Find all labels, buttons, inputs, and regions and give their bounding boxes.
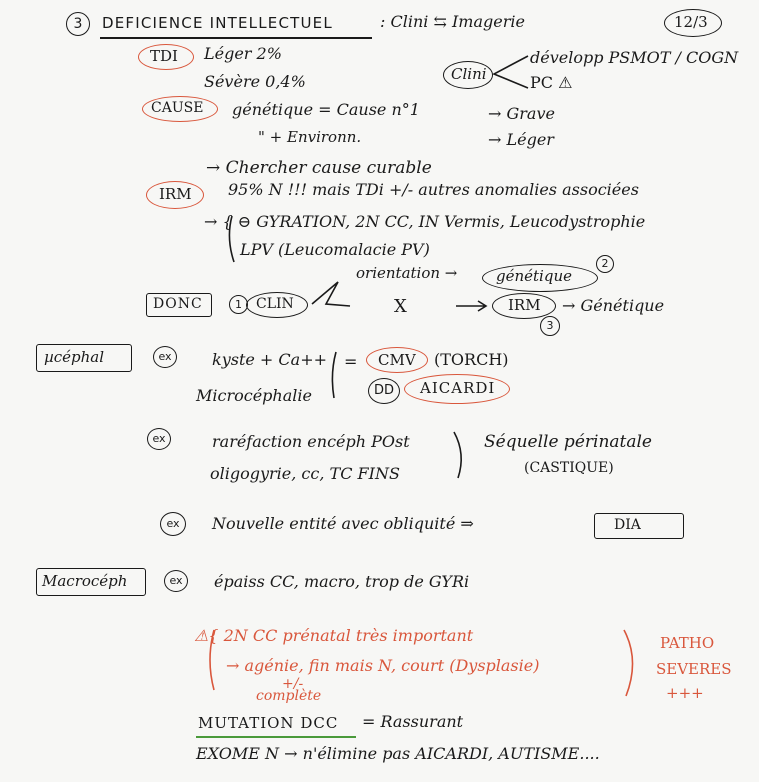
warning-plus: +++ — [666, 684, 704, 702]
tdi-severe: Sévère 0,4% — [204, 72, 306, 91]
microceph-nouvelle: Nouvelle entité avec obliquité ⇒ — [212, 514, 474, 533]
microceph-dd: DD — [368, 378, 400, 404]
irm-line3: LPV (Leucomalacie PV) — [240, 240, 430, 259]
date-label: 12/3 — [674, 13, 708, 31]
irm-label: IRM — [159, 185, 192, 203]
title-subtitle: : Clini ⇆ Imagerie — [380, 12, 525, 31]
warning-line1: ⚠{ 2N CC prénatal très important — [194, 626, 474, 645]
clini-label: Clini — [451, 65, 487, 83]
cause-chercher: → Chercher cause curable — [206, 158, 432, 178]
tdi-label: TDI — [150, 47, 178, 65]
warning-complete: complète — [256, 688, 322, 704]
cause-genetique: génétique = Cause n°1 — [232, 100, 420, 119]
microceph-castique: (CASTIQUE) — [524, 460, 614, 476]
warning-plusminus: +/- — [282, 676, 304, 692]
donc-label: DONC — [153, 296, 203, 312]
macroceph-label: Macrocéph — [42, 572, 128, 590]
page-title: DEFICIENCE INTELLECTUEL — [102, 14, 333, 32]
microceph-ex1: ex — [153, 346, 177, 368]
microceph-ex3: ex — [160, 512, 186, 536]
warning-line2: → agénie, fin mais N, court (Dysplasie) — [226, 656, 540, 675]
footer-rassurant: = Rassurant — [362, 712, 464, 731]
macroceph-epaiss: épaiss CC, macro, trop de GYRi — [214, 572, 470, 591]
microceph-ex2: ex — [147, 428, 171, 450]
donc-irm: IRM — [508, 296, 541, 314]
donc-genetique-top: génétique — [496, 267, 572, 285]
microceph-aicardi: AICARDI — [420, 379, 496, 397]
tdi-leger: Léger 2% — [204, 44, 282, 63]
warning-patho: PATHO — [660, 634, 715, 652]
warning-severes: SEVERES — [656, 660, 732, 678]
microceph-dia: DIA — [614, 517, 641, 533]
cause-label: CAUSE — [151, 100, 204, 116]
microceph-label: µcéphal — [44, 348, 105, 366]
donc-cross: X — [394, 296, 407, 317]
donc-orientation: orientation → — [356, 264, 458, 282]
donc-num1: 1 — [229, 295, 248, 314]
microceph-microcephalie: Microcéphalie — [196, 386, 312, 405]
donc-clin: CLIN — [256, 296, 294, 312]
donc-num3: 3 — [540, 316, 560, 336]
microceph-equals: = — [344, 352, 358, 371]
footer-exome: EXOME N → n'élimine pas AICARDI, AUTISME.... — [196, 744, 600, 763]
microceph-rarefaction: raréfaction encéph POst — [212, 432, 410, 451]
microceph-oligogyrie: oligogyrie, cc, TC FINS — [210, 464, 400, 483]
section-number: 3 — [66, 12, 90, 36]
macroceph-ex: ex — [164, 570, 188, 592]
donc-num2: 2 — [596, 255, 614, 273]
irm-line1: 95% N !!! mais TDi +/- autres anomalies associées — [228, 180, 639, 199]
microceph-torch: (TORCH) — [434, 350, 509, 369]
cause-environ: " + Environn. — [258, 128, 362, 146]
tdi-pc: PC ⚠ — [530, 73, 573, 92]
microceph-sequelle: Séquelle périnatale — [484, 432, 652, 452]
cause-leger: → Léger — [488, 130, 554, 149]
donc-genetique-end: → Génétique — [562, 296, 665, 315]
cause-grave: → Grave — [488, 104, 555, 123]
microceph-cmv: CMV — [378, 351, 416, 369]
microceph-kyste: kyste + Ca++ — [212, 350, 328, 369]
tdi-develop: développ PSMOT / COGN — [530, 48, 739, 67]
irm-line2: → { ⊖ GYRATION, 2N CC, IN Vermis, Leucodystrophie — [204, 212, 646, 231]
footer-mutation: MUTATION DCC — [198, 714, 339, 732]
